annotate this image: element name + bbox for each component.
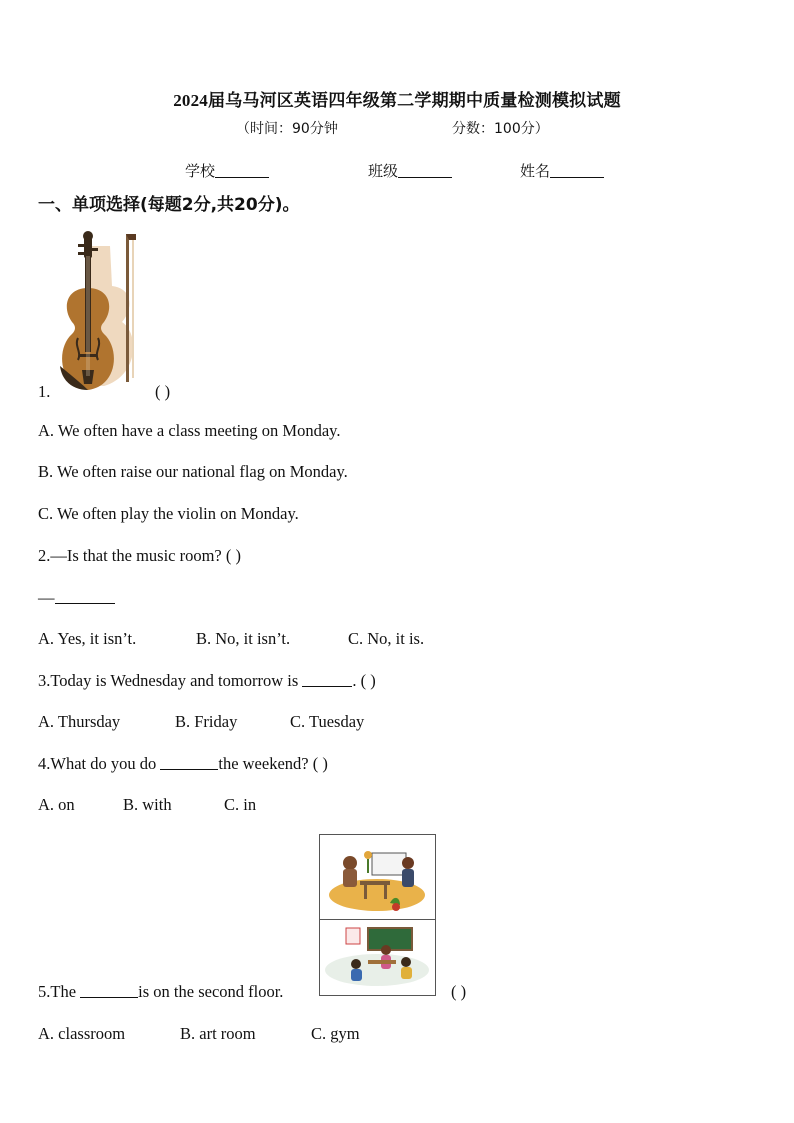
q1-answer-paren[interactable]: ( ) (155, 382, 171, 401)
q5-image-frame (319, 834, 436, 996)
q2-stem: 2.—Is that the music room? ( ) (38, 546, 241, 565)
q3-blank[interactable] (302, 672, 352, 687)
q2-blank[interactable] (55, 589, 115, 604)
exam-time: （时间：90分钟 (236, 121, 338, 137)
q3-option-b[interactable]: B. Friday (175, 712, 238, 731)
name-field[interactable] (520, 160, 604, 181)
name-blank[interactable] (550, 176, 604, 178)
violin-icon (52, 226, 152, 398)
page-title: 2024届乌马河区英语四年级第二学期期中质量检测模拟试题 (173, 91, 621, 110)
q4-blank[interactable] (160, 755, 218, 770)
class-label: 班级 (368, 162, 399, 180)
q2-option-b[interactable]: B. No, it isn’t. (196, 629, 291, 648)
class-field[interactable] (368, 160, 452, 181)
q1-option-a[interactable]: A. We often have a class meeting on Monday. (38, 421, 341, 440)
q4-option-c[interactable]: C. in (224, 795, 257, 814)
q3-option-c[interactable]: C. Tuesday (290, 712, 365, 731)
q2-option-a[interactable]: A. Yes, it isn’t. (38, 629, 137, 648)
q5-answer-paren[interactable]: ( ) (451, 982, 467, 1001)
q3-option-a[interactable]: A. Thursday (38, 712, 121, 731)
q4-option-a[interactable]: A. on (38, 795, 75, 814)
q3-stem-end: . ( ) (352, 671, 376, 690)
q1-option-b[interactable]: B. We often raise our national flag on Monday. (38, 462, 348, 481)
q5-option-a[interactable]: A. classroom (38, 1024, 126, 1043)
section-heading: 一、单项选择(每题2分,共20分)。 (38, 195, 300, 215)
q2-option-c[interactable]: C. No, it is. (348, 629, 425, 648)
q1-option-c[interactable]: C. We often play the violin on Monday. (38, 504, 299, 523)
classroom-icon (320, 920, 435, 995)
name-label: 姓名 (520, 162, 551, 180)
art-room-icon (320, 835, 435, 919)
exam-score: 分数：100分） (452, 121, 549, 137)
school-blank[interactable] (215, 176, 269, 178)
school-label: 学校 (185, 162, 216, 180)
q3-stem (38, 671, 376, 691)
q5-option-b[interactable]: B. art room (180, 1024, 256, 1043)
q5-stem-start: 5.The (38, 982, 77, 1001)
q5-stem (38, 982, 283, 1002)
school-field[interactable] (185, 160, 269, 181)
class-blank[interactable] (398, 176, 452, 178)
q4-stem-start: 4.What do you do (38, 754, 157, 773)
q5-option-c[interactable]: C. gym (311, 1024, 360, 1043)
q2-answer-line[interactable] (38, 588, 115, 608)
q4-stem (38, 754, 328, 774)
q2-dash: — (38, 588, 55, 607)
q4-option-b[interactable]: B. with (123, 795, 172, 814)
q5-blank[interactable] (80, 983, 138, 998)
q1-number: 1. (38, 382, 51, 401)
q4-stem-end: the weekend? ( ) (218, 754, 328, 773)
q3-stem-start: 3.Today is Wednesday and tomorrow is (38, 671, 299, 690)
q5-stem-end: is on the second floor. (138, 982, 284, 1001)
